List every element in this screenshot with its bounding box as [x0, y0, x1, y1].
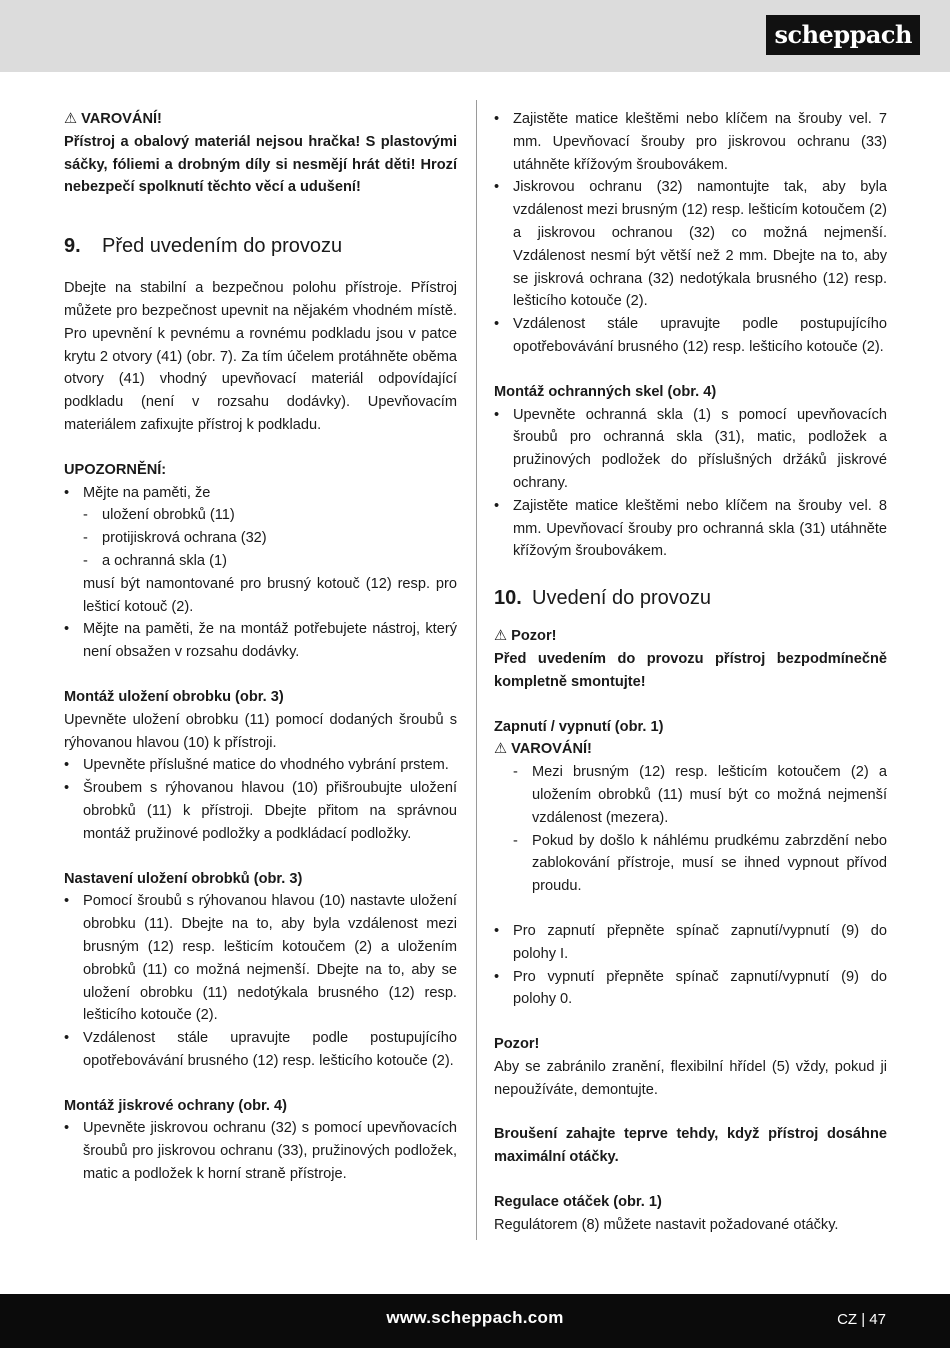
page-header: [0, 0, 950, 72]
list-item: • Mějte na paměti, že na montáž potřebujete nástroj, který není obsažen v rozsahu dodávky.: [64, 618, 457, 664]
left-column: [64, 108, 457, 1186]
sub-list-item: - protijiskrová ochrana (32): [83, 527, 457, 550]
website-link[interactable]: www.scheppach.com: [386, 1308, 564, 1327]
brand-logo: scheppach: [766, 15, 920, 55]
column-divider: [476, 100, 477, 1240]
caution-heading: [494, 625, 887, 648]
list-item: • Šroubem s rýhovanou hlavou (10) přišroubujte uložení obrobků (11) k přístroji. Dbejte přitom na správnou montáž pružinové podložky a podkládací podložky.: [64, 777, 457, 845]
warning-triangle-icon: ⚠: [494, 741, 508, 758]
subheading: Regulace otáček (obr. 1): [494, 1194, 662, 1211]
section-number: 9.: [64, 235, 81, 258]
subheading: Zapnutí / vypnutí (obr. 1): [494, 718, 664, 735]
subheading: Montáž ochranných skel (obr. 4): [494, 383, 717, 400]
section-number: 10.: [494, 587, 522, 610]
section-9-paragraph: Dbejte na stabilní a bezpečnou polohu přístroje. Přístroj můžete pro bezpečnost upevnit na nějakém vhodném místě. Pro upevnění k pevnému a rovnému podkladu jsou v patce krytu 2 otvory (41) (obr. 7). Za tím účelem protáhněte oběma otvory (41) vhodný upevňovací materiál odpovídající podkladu (není v rozsahu dodávky). Upevňovacím materiálem zafixujte přístroj k podkladu.: [64, 280, 457, 433]
bold-note: Broušení zahajte teprve tehdy, když přístroj dosáhne maximální otáčky.: [494, 1126, 887, 1166]
bullet-list: [494, 108, 887, 359]
note-continuation: musí být namontované pro brusný kotouč (12) resp. pro lešticí kotouč (2).: [83, 575, 457, 615]
list-item: • Vzdálenost stále upravujte podle postupujícího opotřebovávání brusného (12) resp. lešticího kotouče (2).: [494, 313, 887, 359]
bullet-list: [494, 404, 887, 564]
note-sublist: [83, 504, 457, 572]
paragraph: Regulátorem (8) můžete nastavit požadované otáčky.: [494, 1216, 839, 1233]
subheading: Nastavení uložení obrobků (obr. 3): [64, 870, 303, 887]
list-item: • Upevněte jiskrovou ochranu (32) s pomocí upevňovacích šroubů pro jiskrovou ochranu (33), pružinových podložek, matic a podložek k horní straně přístroje.: [64, 1117, 457, 1185]
caution-title: Pozor!: [494, 1036, 540, 1053]
note-list: [64, 482, 457, 664]
note-heading: UPOZORNĚNÍ:: [64, 461, 167, 478]
caution-text: Před uvedením do provozu přístroj bezpodmínečně kompletně smontujte!: [494, 650, 887, 690]
bullet-list: [494, 920, 887, 1011]
right-column: [494, 108, 887, 1237]
list-item: • Pomocí šroubů s rýhovanou hlavou (10) nastavte uložení obrobku (11). Dbejte na to, aby byla vzdálenost mezi brusným (12) resp. lešticím kotoučem (2) a uložením obrobků (11) co možná nejmenší. Dbejte na to, aby se uložení obrobku (11) nedotýkala brusného (12) resp. lešticího kotouče (2).: [64, 890, 457, 1027]
subheading: Montáž jiskrové ochrany (obr. 4): [64, 1097, 288, 1114]
warning-triangle-icon: ⚠: [64, 111, 78, 127]
page-footer: [0, 1294, 950, 1348]
paragraph: Upevněte uložení obrobku (11) pomocí dodaných šroubů s rýhovanou hlavou (10) k přístroji.: [64, 711, 457, 751]
list-item: • Mějte na paměti, že - uložení obrobků (11) - protijiskrová ochrana (32) - a ochranná skla (1) musí být namontované pro brusný kotouč (12) resp. pro lešticí kotouč (2).: [64, 482, 457, 619]
section-title: Uvedení do provozu: [532, 587, 712, 610]
bullet-list: [64, 1117, 457, 1185]
warning-heading: [494, 738, 887, 761]
sub-list-item: - uložení obrobků (11): [83, 504, 457, 527]
list-item: • Vzdálenost stále upravujte podle postupujícího opotřebovávání brusného (12) resp. lešticího kotouče (2).: [64, 1027, 457, 1073]
section-10-heading: [494, 583, 887, 613]
list-item: - Mezi brusným (12) resp. lešticím kotoučem (2) a uložením obrobků (11) musí být co možná nejmenší vzdálenost (mezera).: [513, 761, 887, 829]
list-item: • Pro vypnutí přepněte spínač zapnutí/vypnutí (9) do polohy 0.: [494, 966, 887, 1012]
warning-text: Přístroj a obalový materiál nejsou hračka! S plastovými sáčky, fóliemi a drobným díly si nesmějí hrát děti! Hrozí nebezpečí spolknutí těchto věcí a udušení!: [64, 133, 457, 196]
bullet-list: [64, 890, 457, 1072]
section-9-heading: [64, 231, 457, 261]
list-item: • Jiskrovou ochranu (32) namontujte tak, aby byla vzdálenost mezi brusným (12) resp. lešticím kotoučem (2) a jiskrovou ochranou (32) co možná nejmenší. Vzdálenost nesmí být větší než 2 mm. Dbejte na to, aby se jiskrová ochrana (32) nedotýkala brusného (12) resp. lešticího kotouče (2).: [494, 176, 887, 313]
list-item: • Zajistěte matice kleštěmi nebo klíčem na šrouby vel. 8 mm. Upevňovací šrouby pro ochranná skla (31) utáhněte křížovým šroubovákem.: [494, 495, 887, 563]
warning-title: VAROVÁNÍ!: [81, 111, 162, 127]
subheading: Montáž uložení obrobku (obr. 3): [64, 688, 284, 705]
list-item: • Zajistěte matice kleštěmi nebo klíčem na šrouby vel. 7 mm. Upevňovací šrouby pro jiskrovou ochranu (33) utáhněte křížovým šroubovákem.: [494, 108, 887, 176]
warning-title: VAROVÁNÍ!: [511, 741, 592, 758]
warning-heading: [64, 108, 457, 131]
list-item: • Upevněte ochranná skla (1) s pomocí upevňovacích šroubů pro ochranná skla (31), matic, podložek a pružinových podložek do příslušných držáků jiskrové ochrany.: [494, 404, 887, 495]
page-number: CZ | 47: [837, 1311, 886, 1328]
bullet-list: [64, 754, 457, 845]
list-item: • Pro zapnutí přepněte spínač zapnutí/vypnutí (9) do polohy I.: [494, 920, 887, 966]
list-item: • Upevněte příslušné matice do vhodného vybrání prstem.: [64, 754, 457, 777]
list-item: - Pokud by došlo k náhlému prudkému zabrzdění nebo zablokování přístroje, musí se ihned vypnout přívod proudu.: [513, 830, 887, 898]
caution-title: Pozor!: [511, 628, 557, 645]
paragraph: Aby se zabránilo zranění, flexibilní hřídel (5) vždy, pokud ji nepoužíváte, demontujte.: [494, 1058, 887, 1098]
section-title: Před uvedením do provozu: [102, 235, 343, 258]
warning-triangle-icon: ⚠: [494, 628, 508, 645]
dash-list: [513, 761, 887, 898]
sub-list-item: - a ochranná skla (1): [83, 550, 457, 573]
